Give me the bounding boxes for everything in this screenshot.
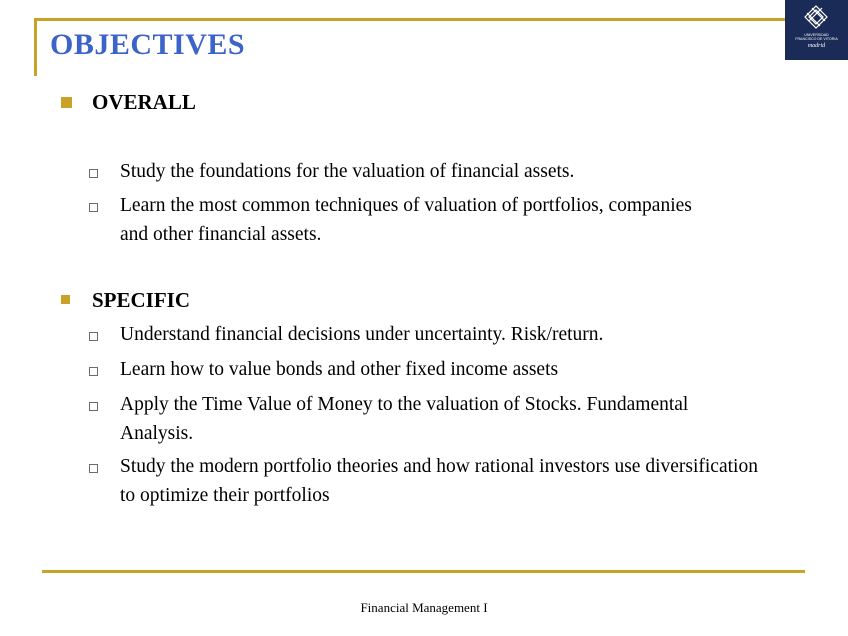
list-item: Learn the most common techniques of valuation of portfolios, companies and other financial assets. [120, 195, 692, 245]
list-item: Study the modern portfolio theories and how rational investors use diversification to optimize their portfolios [120, 456, 758, 506]
logo-script-text: madrid [807, 43, 826, 49]
item-bullet-icon [89, 464, 98, 473]
section-bullet-icon [61, 97, 72, 108]
title-frame-left-line [34, 18, 37, 76]
section-heading-specific: SPECIFIC [92, 288, 191, 312]
university-logo [785, 0, 848, 60]
logo-emblem-icon [785, 0, 848, 34]
item-bullet-icon [89, 367, 98, 376]
list-item: Understand financial decisions under uncertainty. Risk/return. [120, 324, 604, 345]
footer-divider [42, 570, 805, 573]
item-bullet-icon [89, 332, 98, 341]
list-item: Apply the Time Value of Money to the valuation of Stocks. Fundamental Analysis. [120, 394, 689, 444]
list-item: Study the foundations for the valuation of financial assets. [120, 161, 575, 182]
list-item: Learn how to value bonds and other fixed income assets [120, 359, 559, 380]
item-bullet-icon [89, 203, 98, 212]
section-bullet-icon [61, 295, 70, 304]
section-heading-overall: OVERALL [92, 90, 196, 114]
logo-text-line1: UNIVERSIDAD [804, 33, 829, 37]
logo-text-line2: FRANCISCO DE VITORIA [795, 37, 838, 41]
item-bullet-icon [89, 169, 98, 178]
item-bullet-icon [89, 402, 98, 411]
title-frame-top-line [34, 18, 786, 21]
slide-footer: Financial Management I [360, 600, 488, 615]
slide-title: OBJECTIVES [50, 28, 246, 61]
